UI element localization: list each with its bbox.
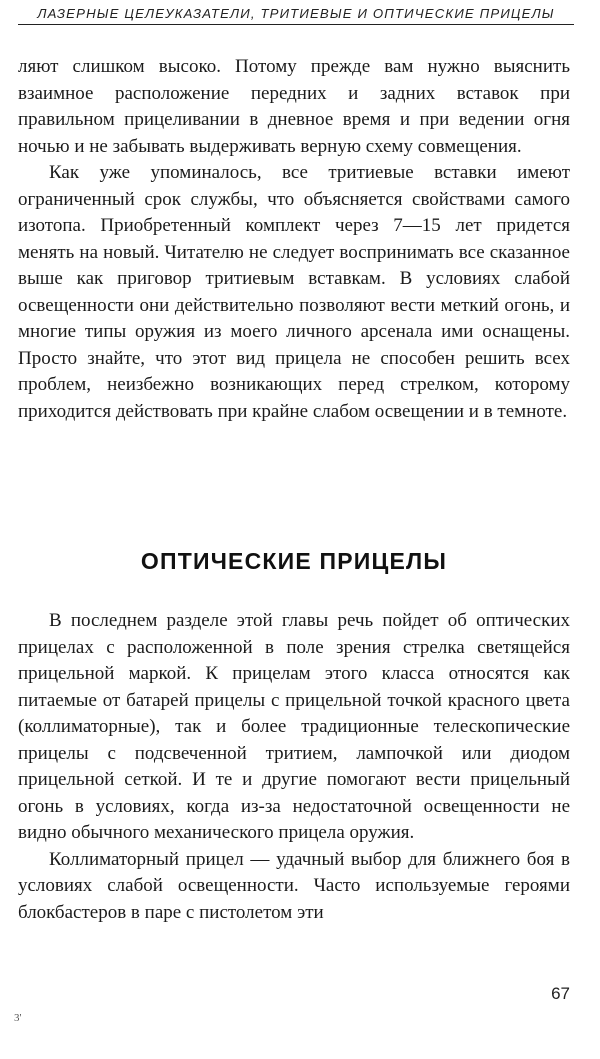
- paragraph: Как уже упоминалось, все тритиевые вставки имеют ограниченный срок службы, что объясняется свойствами самого изотопа. Приобретенный комплект через 7—15 лет придется менять на новый. Читателю не следует воспринимать все сказанное выше как приговор тритиевым вставкам. В условиях слабой освещенности они действительно позволяют вести меткий огонь, и многие типы оружия из моего личного арсенала ими оснащены. Просто знайте, что этот вид прицела не способен решить всех проблем, неизбежно возникающих перед стрелком, которому приходится действовать при крайне слабом освещении и в темноте.: [18, 162, 570, 422]
- section-1-text: [18, 54, 570, 425]
- paragraph: В последнем разделе этой главы речь пойдет об оптических прицелах с расположенной в поле зрения стрелка светящейся прицельной маркой. К прицелам этого класса относятся как питаемые от батарей прицелы с прицельной точкой красного цвета (коллиматорные), так и более традиционные телескопические прицелы с подсвеченной тритием, лампочкой или диодом прицельной сеткой. И те и другие помогают вести прицельный огонь в условиях, когда из-за недостаточной освещенности не видно обычного механического прицела оружия.: [18, 610, 570, 843]
- stray-mark: 3': [14, 1012, 22, 1024]
- running-header: [18, 6, 574, 25]
- paragraph: ляют слишком высоко. Потому прежде вам нужно выяснить взаимное расположение передних и задних вставок при правильном прицеливании в дневное время и при ведении огня ночью и не забывать выдерживать верную схему совмещения.: [18, 56, 570, 157]
- section-2-text: [18, 608, 570, 926]
- section-heading: ОПТИЧЕСКИЕ ПРИЦЕЛЫ: [140, 548, 448, 574]
- page-number: 67: [551, 984, 570, 1003]
- paragraph: Коллиматорный прицел — удачный выбор для ближнего боя в условиях слабой освещенности. Часто используемые героями блокбастеров в паре с пистолетом эти: [18, 848, 570, 923]
- running-header-title: ЛАЗЕРНЫЕ ЦЕЛЕУКАЗАТЕЛИ, ТРИТИЕВЫЕ И ОПТИЧЕСКИЕ ПРИЦЕЛЫ: [37, 6, 555, 21]
